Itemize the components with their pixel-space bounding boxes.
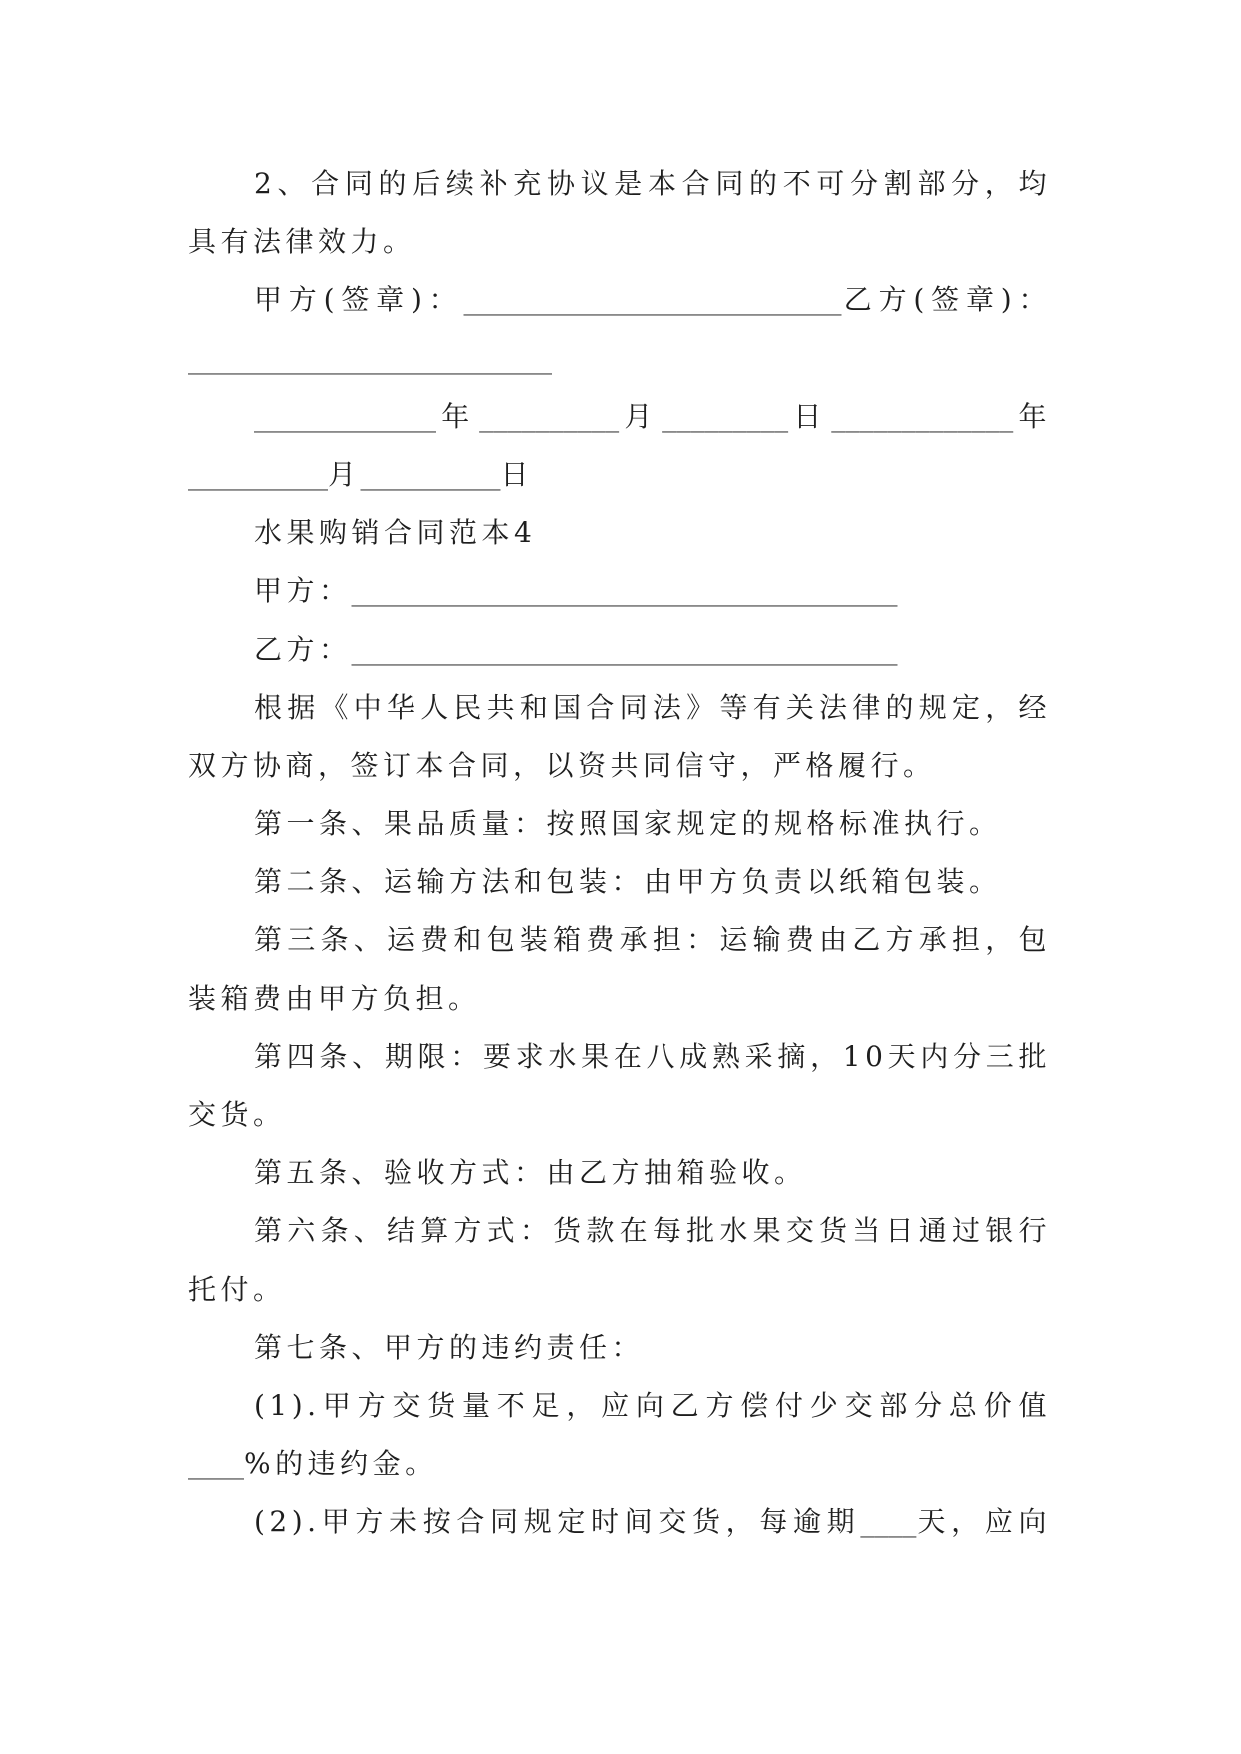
paragraph-line: (1).甲方交货量不足，应向乙方偿付少交部分总价值 (254, 1388, 1051, 1422)
liability-item-2 (188, 1493, 1051, 1551)
contract-title (188, 504, 1051, 562)
party-a-field (188, 562, 1051, 620)
paragraph-line: 甲方：_______________________________________ (254, 574, 898, 608)
article-4-deadline (188, 1028, 1051, 1144)
paragraph-line: 第一条、果品质量：按照国家规定的规格标准执行。 (254, 807, 1002, 841)
fill-in-blank: __________________________ (188, 341, 552, 375)
date-line (188, 388, 1051, 504)
document-page (188, 155, 1051, 1552)
paragraph-line: 第七条、甲方的违约责任： (254, 1330, 645, 1364)
article-1-quality (188, 795, 1051, 853)
paragraph-line: 第三条、运费和包装箱费承担：运输费由乙方承担，包 (254, 923, 1051, 957)
article-7-party-a-liability (188, 1319, 1051, 1377)
fill-in-blank: __________ (360, 457, 501, 491)
article-2-transport-packaging (188, 853, 1051, 911)
fill-in-blank: _______________________________________ (351, 632, 898, 666)
paragraph-line: 交货。 (188, 1098, 286, 1131)
preamble (188, 679, 1051, 795)
paragraph-line: 装箱费由甲方负担。 (188, 981, 481, 1015)
signature-line (188, 271, 1051, 387)
fill-in-blank: _______________________________________ (351, 574, 898, 608)
paragraph-line: 水果购销合同范本4 (254, 516, 537, 550)
paragraph-line: _____________年__________月_________日_____________年 (254, 399, 1051, 433)
fill-in-blank: ___________________________ (463, 283, 842, 317)
paragraph-line: 第五条、验收方式：由乙方抽箱验收。 (254, 1156, 807, 1190)
fill-in-blank: _____________ (254, 399, 436, 433)
fill-in-blank: _________ (662, 399, 789, 433)
fill-in-blank: _____________ (831, 399, 1014, 433)
paragraph-line: 双方协商，签订本合同，以资共同信守，严格履行。 (188, 748, 936, 782)
article-3-freight-costs (188, 911, 1051, 1027)
supplementary-agreement-clause (188, 155, 1051, 271)
article-6-settlement (188, 1202, 1051, 1318)
paragraph-line: 具有法律效力。 (188, 225, 416, 259)
fill-in-blank: ____ (188, 1447, 244, 1481)
article-5-acceptance (188, 1144, 1051, 1202)
paragraph-line: 甲方(签章)：___________________________乙方(签章)： (254, 283, 1051, 317)
fill-in-blank: ____ (860, 1505, 917, 1539)
fill-in-blank: __________ (479, 399, 620, 433)
paragraph-line: 2、合同的后续补充协议是本合同的不可分割部分，均 (254, 167, 1051, 200)
paragraph-line: 第二条、运输方法和包装：由甲方负责以纸箱包装。 (254, 865, 1002, 899)
paragraph-line: 根据《中华人民共和国合同法》等有关法律的规定，经 (254, 690, 1051, 724)
paragraph-line: 第六条、结算方式：货款在每批水果交货当日通过银行 (254, 1214, 1051, 1248)
liability-item-1 (188, 1377, 1051, 1493)
paragraph-line: ____%的违约金。 (188, 1447, 438, 1481)
paragraph-line: 托付。 (188, 1272, 286, 1306)
party-b-field (188, 621, 1051, 679)
fill-in-blank: __________ (188, 457, 328, 491)
paragraph-line (188, 330, 1051, 388)
paragraph-line: 乙方：_______________________________________ (254, 632, 898, 666)
paragraph-line: 第四条、期限：要求水果在八成熟采摘，10天内分三批 (254, 1039, 1051, 1073)
paragraph-line: __________月__________日 (188, 457, 534, 491)
paragraph-line: (2).甲方未按合同规定时间交货，每逾期____天，应向 (254, 1505, 1051, 1539)
